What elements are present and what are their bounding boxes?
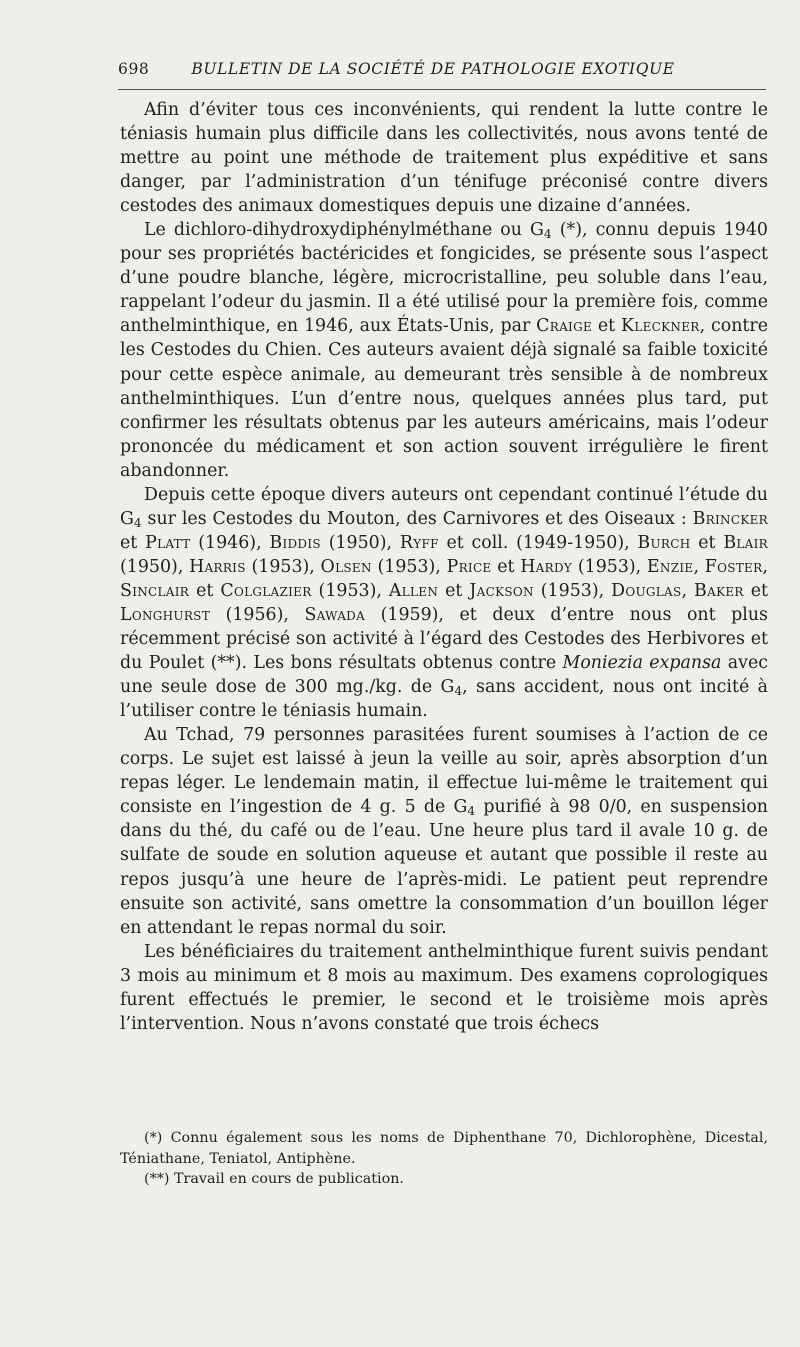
- paragraph-2: Le dichloro-dihydroxydiphénylméthane ou $G_4$ (*), connu depuis 1940 pour ses propriétés bactéricides et fongicides, se présente sous l’aspect d’une poudre blanche, légère, microcristalline, peu soluble dans l’eau, rappelant l’odeur du jasmin. Il a été utilisé pour la première fois, comme anthelminthique, en 1946, aux États-Unis, par Craige et Kleckner, contre les Cestodes du Chien. Ces auteurs avaient déjà signalé sa faible toxicité pour cette espèce animale, au demeurant très sensible à de nombreux anthelminthiques. L’un d’entre nous, quelques années plus tard, put confirmer les résultats obtenus par les auteurs américains, mais l’odeur prononcée du médicament et son action souvent irrégulière le firent abandonner.: [120, 220, 769, 481]
- author-name: Olsen: [320, 556, 372, 577]
- author-name: Sawada: [304, 604, 366, 625]
- author-name: Brincker: [692, 508, 768, 529]
- footnotes: [120, 1128, 768, 1190]
- author-name: Longhurst: [120, 604, 211, 625]
- author-name: Sinclair: [120, 580, 190, 601]
- paragraph-1: Afin d’éviter tous ces inconvénients, qui rendent la lutte contre le téniasis humain plus difficile dans les collectivités, nous avons tenté de mettre au point une méthode de traitement plus expéditive et sans danger, par l’administration d’un ténifuge préconisé contre divers cestodes des animaux domestiques depuis une dizaine d’années.: [120, 100, 768, 217]
- running-header: [118, 60, 766, 78]
- header-rule: [118, 89, 766, 90]
- author-name: Price: [446, 556, 492, 577]
- paragraph-3: Depuis cette époque divers auteurs ont cependant continué l’étude du $G_4$ sur les Cestodes du Mouton, des Carnivores et des Oiseaux : Brincker et Platt (1946), Biddis (1950), Ryff et coll. (1949-1950), Burch et Blair (1950), Harris (1953), Olsen (1953), Price et Hardy (1953), Enzie, Foster, Sinclair et Colglazier (1953), Allen et Jackson (1953), Douglas, Baker et Longhurst (1956), Sawada (1959), et deux d’entre nous ont plus récemment précisé son activité à l’égard des Cestodes des Herbivores et du Poulet (**). Les bons résultats obtenus contre Moniezia expansa avec une seule dose de 300 mg./kg. de $G_4$, sans accident, nous ont incité à l’utiliser contre le téniasis humain.: [120, 484, 769, 722]
- author-name: Platt: [145, 532, 191, 553]
- author-name: Harris: [189, 556, 246, 577]
- author-name: Allen: [388, 580, 439, 601]
- author-name: Jackson: [469, 580, 534, 601]
- page-number: 698: [118, 60, 150, 78]
- author-name: Blair: [723, 532, 769, 553]
- author-name: Enzie: [646, 556, 694, 577]
- author-name: Douglas: [611, 580, 682, 601]
- author-name: Foster: [704, 556, 763, 577]
- journal-title: BULLETIN DE LA SOCIÉTÉ DE PATHOLOGIE EXOTIQUE: [191, 60, 675, 78]
- paragraph-5: Les bénéficiaires du traitement anthelminthique furent suivis pendant 3 mois au minimum et 8 mois au maximum. Des examens coprologiques furent effectués le premier, le second et le troisième mois après l’intervention. Nous n’avons constaté que trois échecs: [120, 941, 768, 1034]
- footnote-1: (*) Connu également sous les noms de Diphenthane 70, Dichlorophène, Dicestal, Téniathane, Teniatol, Antiphène.: [120, 1130, 768, 1167]
- species-name: Moniezia expansa: [562, 653, 722, 674]
- author-name: Baker: [694, 580, 744, 601]
- author-name: Burch: [637, 532, 691, 553]
- footnote-2: (**) Travail en cours de publication.: [144, 1171, 404, 1187]
- paragraph-4: Au Tchad, 79 personnes parasitées furent soumises à l’action de ce corps. Le sujet est laissé à jeun la veille au soir, après absorption d’un repas léger. Le lendemain matin, il effectue lui-même le traitement qui consiste en l’ingestion de 4 g. 5 de $G_4$ purifié à 98 0/0, en suspension dans du thé, du café ou de l’eau. Une heure plus tard il avale 10 g. de sulfate de soude en solution aqueuse et autant que possible il reste au repos jusqu’à une heure de l’après-midi. Le patient peut reprendre ensuite son activité, sans omettre la consommation d’un bouillon léger en attendant le repas normal du soir.: [120, 725, 768, 938]
- author-name: Colglazier: [220, 580, 312, 601]
- author-name: Ryff: [399, 532, 439, 553]
- author-name: Kleckner: [621, 316, 700, 337]
- article-body: [120, 98, 768, 1036]
- author-name: Biddis: [269, 532, 321, 553]
- author-name: Craige: [536, 316, 593, 337]
- author-name: Hardy: [520, 556, 573, 577]
